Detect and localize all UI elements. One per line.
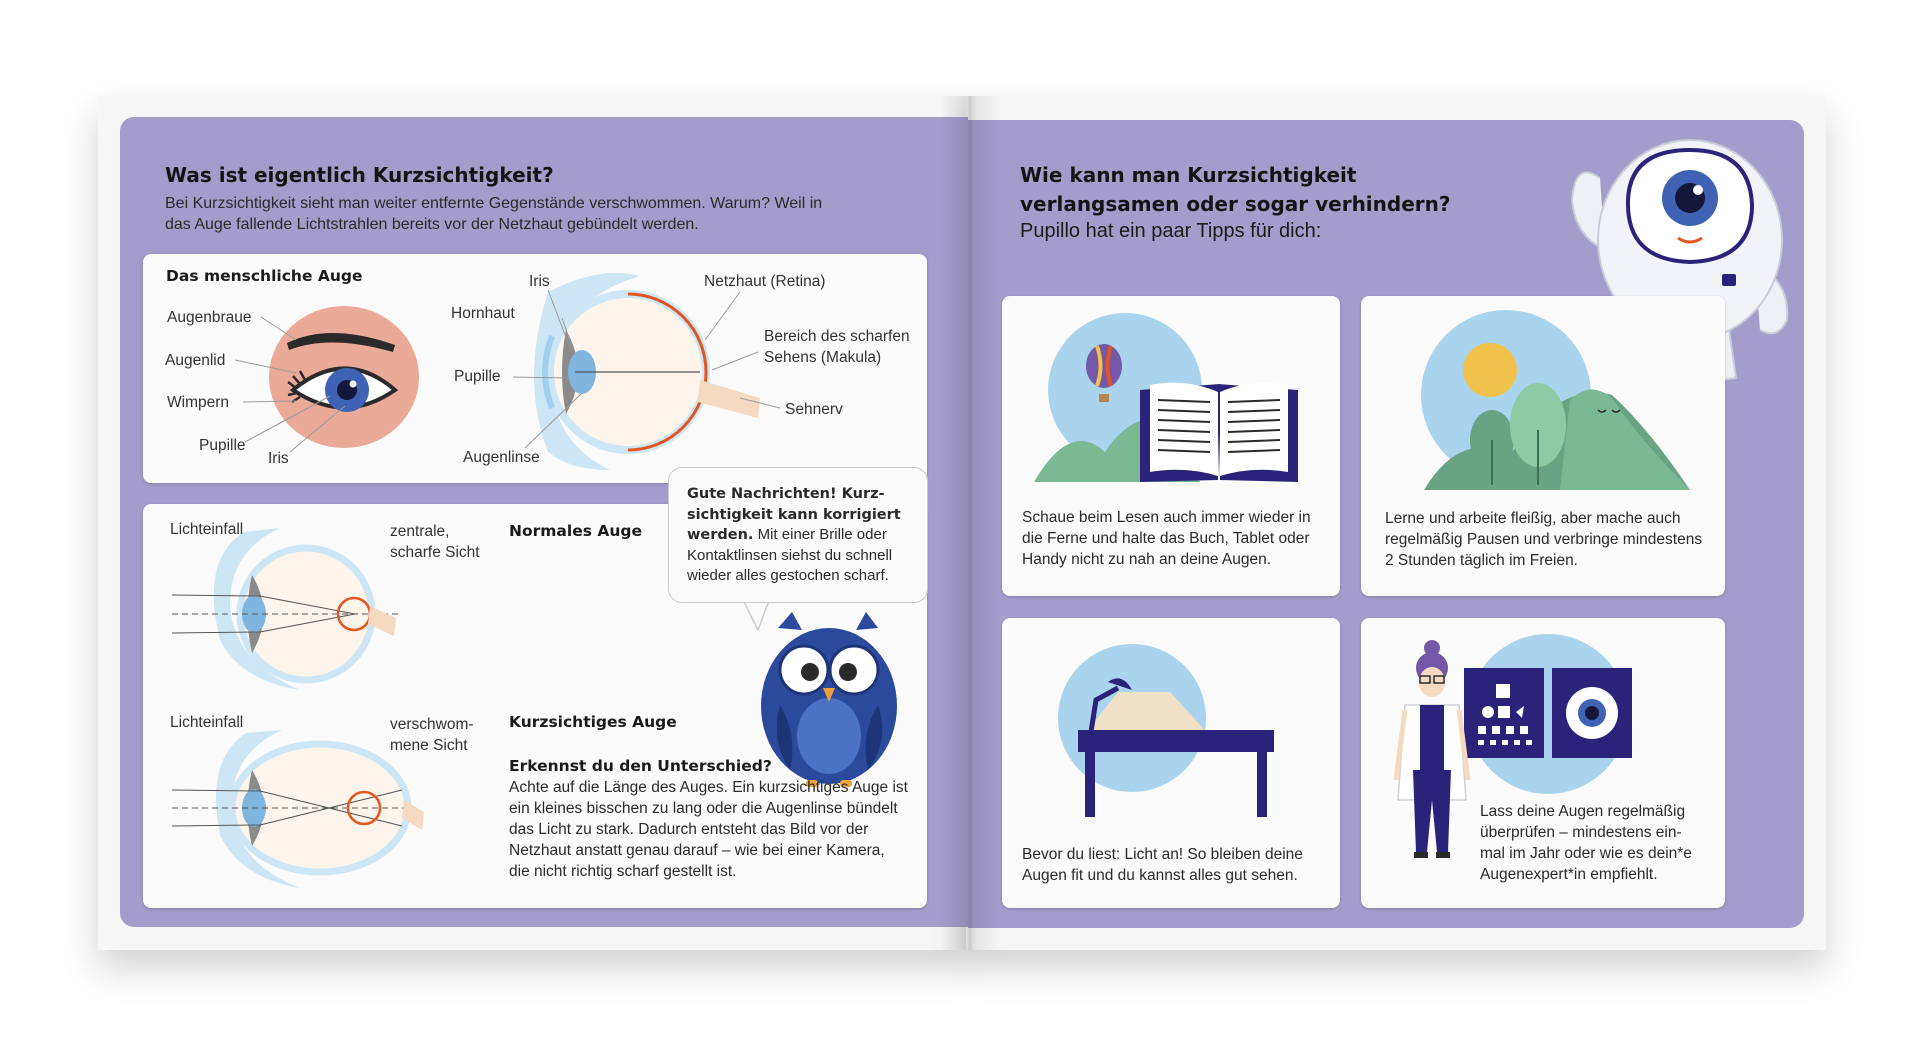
nature-trees-icon xyxy=(1421,310,1690,490)
tip-text-2: Lerne und arbeite fleißig, aber mache auch regelmäßig Pausen und verbringe mindestens 2 Stunden täglich im Freien. xyxy=(1385,510,1703,569)
right-heading-line2: verlangsamen oder sogar verhindern? xyxy=(1020,192,1451,216)
label-macula: Bereich des scharfen Sehens (Makula) xyxy=(764,328,910,366)
label-eyelid: Augenlid xyxy=(165,352,226,369)
tip-text-1: Schaue beim Lesen auch immer wieder in die Ferne und halte das Buch, Tablet oder Handy nicht zu nah an deine Augen. xyxy=(1022,509,1311,568)
left-heading: Was ist eigentlich Kurzsichtigkeit? xyxy=(165,163,554,187)
right-subheading: Pupillo hat ein paar Tipps für dich: xyxy=(1020,220,1322,242)
label-pupil-front: Pupille xyxy=(199,437,246,454)
label-lens: Augenlinse xyxy=(463,449,540,466)
tip-text-4: Lass deine Augen regelmäßig überprüfen – mindestens ein- mal im Jahr oder wie es dein*e Augenexpert*in empfiehlt. xyxy=(1480,803,1692,883)
left-intro: Bei Kurzsichtigkeit sieht man weiter entfernte Gegenstände verschwommen. Warum? Weil in das Auge fallende Lichtstrahlen bereits vor der Netzhaut gebündelt werden. xyxy=(165,195,823,233)
bubble-bold-text: Gute Nachrichten! Kurz- sichtigkeit kann korrigiert werden. xyxy=(687,486,901,543)
label-lashes: Wimpern xyxy=(167,394,230,411)
normal-result-label: zentrale, scharfe Sicht xyxy=(390,523,480,561)
label-eyebrow: Augenbraue xyxy=(167,309,252,326)
right-heading-line1: Wie kann man Kurzsichtigkeit xyxy=(1020,163,1357,187)
myopic-result-label: verschwom- mene Sicht xyxy=(390,716,474,754)
normal-eye-title: Normales Auge xyxy=(509,522,642,540)
difference-explanation: Achte auf die Länge des Auges. Ein kurzsichtiges Auge ist ein kleines bisschen zu lang oder die Augenlinse bündelt das Licht zu stark. Dadurch entsteht das Bild vor der Netzhaut anstatt genau darauf – wie bei einer Kamera, die nicht richtig scharf gestellt ist. xyxy=(509,779,908,880)
difference-question: Erkennst du den Unterschied? xyxy=(509,757,772,775)
anatomy-title: Das menschliche Auge xyxy=(166,267,363,285)
book-balloon-icon xyxy=(1034,313,1298,482)
myopic-eye-title: Kurzsichtiges Auge xyxy=(509,713,677,731)
label-cornea: Hornhaut xyxy=(451,305,515,322)
label-iris-front: Iris xyxy=(268,450,289,467)
bubble-text: Mit einer Brille oder Kontaktlinsen siehst du schnell wieder alles gestochen scharf. xyxy=(687,526,893,584)
label-nerve: Sehnerv xyxy=(785,401,843,418)
tip-text-3: Bevor du liest: Licht an! So bleiben deine Augen fit und du kannst alles gut sehen. xyxy=(1022,846,1303,884)
label-retina: Netzhaut (Retina) xyxy=(704,273,826,290)
myopic-light-label: Lichteinfall xyxy=(170,714,244,731)
label-iris-side: Iris xyxy=(529,273,550,290)
normal-light-label: Lichteinfall xyxy=(170,521,244,538)
desk-lamp-icon xyxy=(1058,644,1274,817)
label-pupil-side: Pupille xyxy=(454,368,501,385)
